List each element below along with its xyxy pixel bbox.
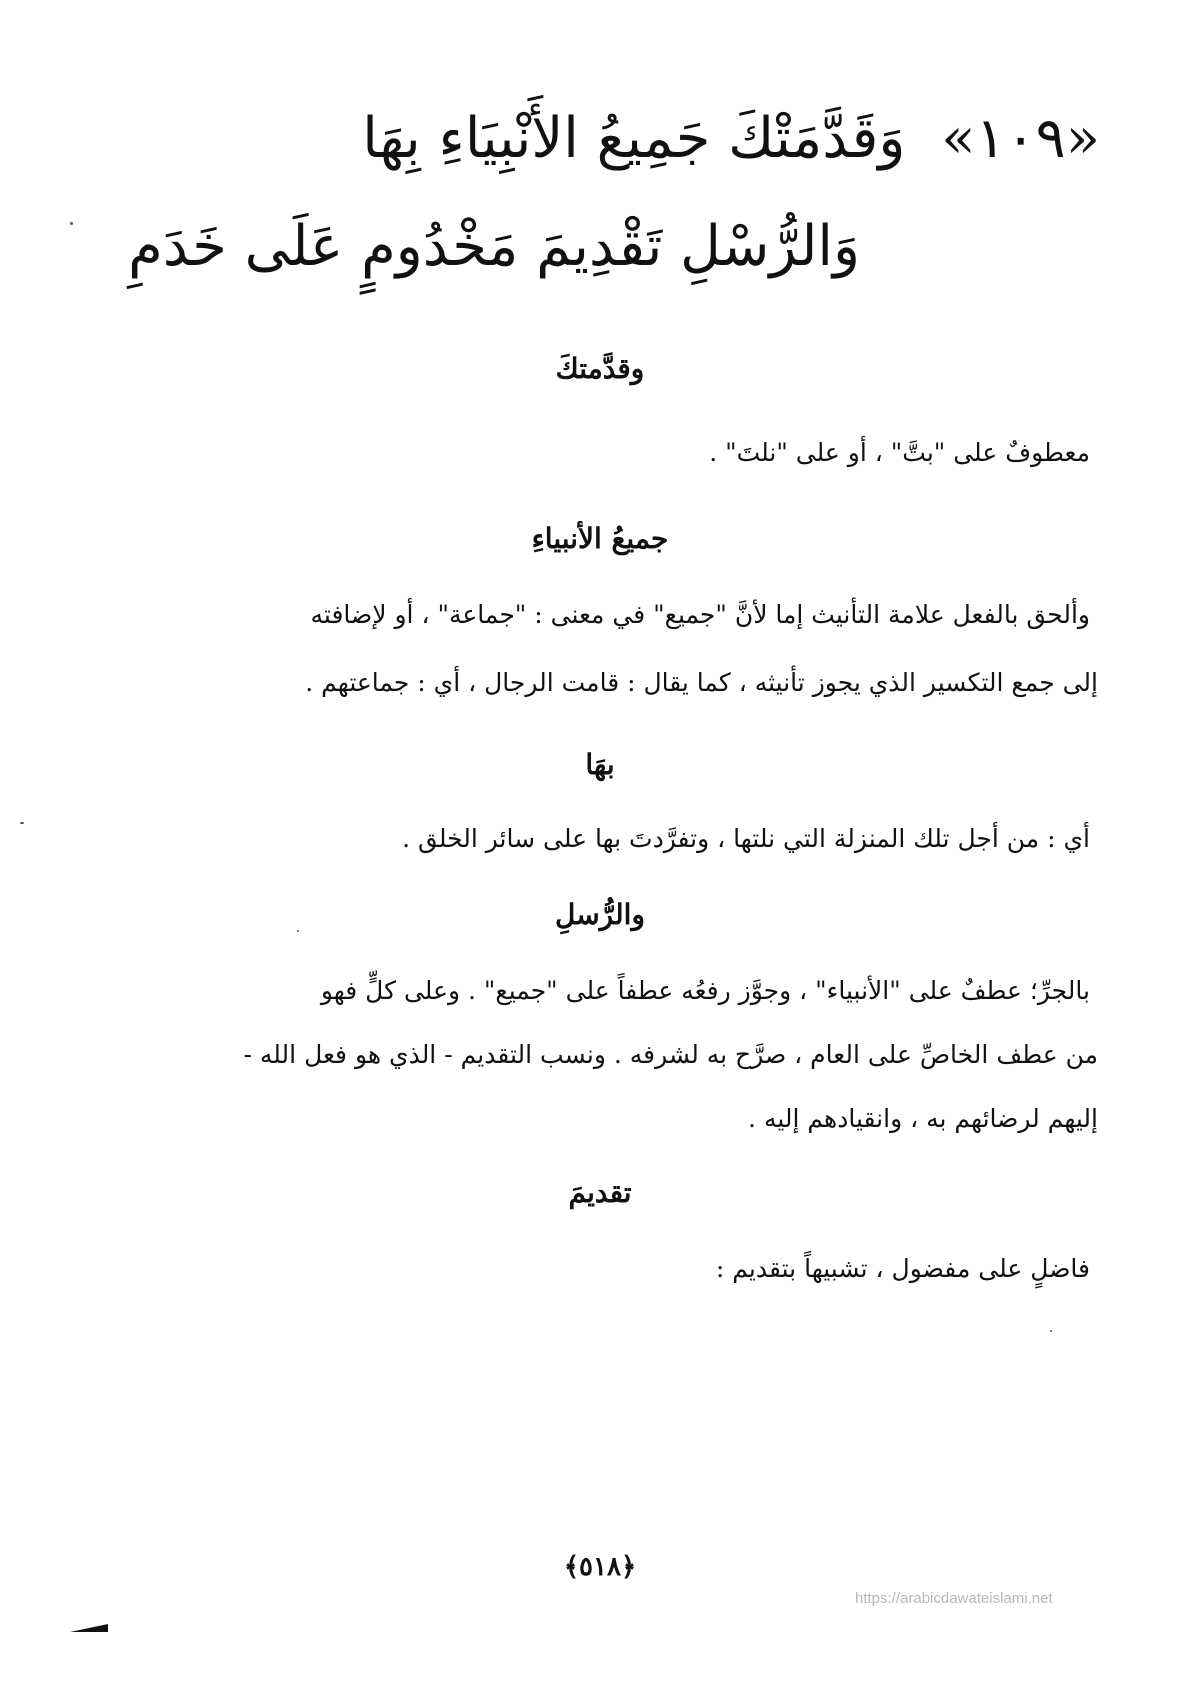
scan-speck [1050, 1330, 1052, 1332]
corner-mark [70, 1624, 108, 1632]
commentary-line: فاضلٍ على مفضول ، تشبيهاً بتقديم : [715, 1254, 1090, 1283]
section-heading: وقدَّمتكَ [555, 352, 645, 385]
verse-line-1 [362, 108, 1100, 170]
commentary-line: بالجرِّ؛ عطفٌ على "الأنبياء" ، وجوَّز رفعُه عطفاً على "جميع" . وعلى كلٍّ فهو [320, 976, 1090, 1005]
commentary-line: أي : من أجل تلك المنزلة التي نلتها ، وتفرَّدتَ بها على سائر الخلق . [402, 824, 1090, 853]
verse-text-1: وَقَدَّمَتْكَ جَمِيعُ الأَنْبِيَاءِ بِهَا [362, 106, 906, 171]
commentary-line: وألحق بالفعل علامة التأنيث إما لأنَّ "جميع" في معنى : "جماعة" ، أو لإضافته [310, 600, 1090, 629]
section-heading: بهَا [585, 748, 615, 781]
commentary-line: معطوفٌ على "بتَّ" ، أو على "نلتَ" . [709, 438, 1090, 467]
verse-number: «١٠٩» [941, 106, 1100, 171]
section-heading: تقديمَ [568, 1176, 632, 1209]
commentary-line: إليهم لرضائهم به ، وانقيادهم إليه . [748, 1104, 1098, 1133]
commentary-line: من عطف الخاصِّ على العام ، صرَّح به لشرفه . ونسب التقديم - الذي هو فعل الله - [243, 1040, 1098, 1069]
section-heading: والرُّسلِ [555, 898, 645, 931]
page-number: ﴿٥١٨﴾ [563, 1552, 637, 1582]
scan-speck [20, 822, 24, 824]
commentary-line: إلى جمع التكسير الذي يجوز تأنيثه ، كما يقال : قامت الرجال ، أي : جماعتهم . [305, 668, 1098, 697]
scan-speck [297, 930, 299, 932]
source-url[interactable]: https://arabicdawateislami.net [855, 1590, 1053, 1607]
verse-line-2: وَالرُّسْلِ تَقْدِيمَ مَخْدُومٍ عَلَى خَدَمِ [128, 214, 860, 279]
scan-speck [70, 222, 73, 225]
section-heading: جميعُ الأنبياءِ [531, 522, 669, 555]
